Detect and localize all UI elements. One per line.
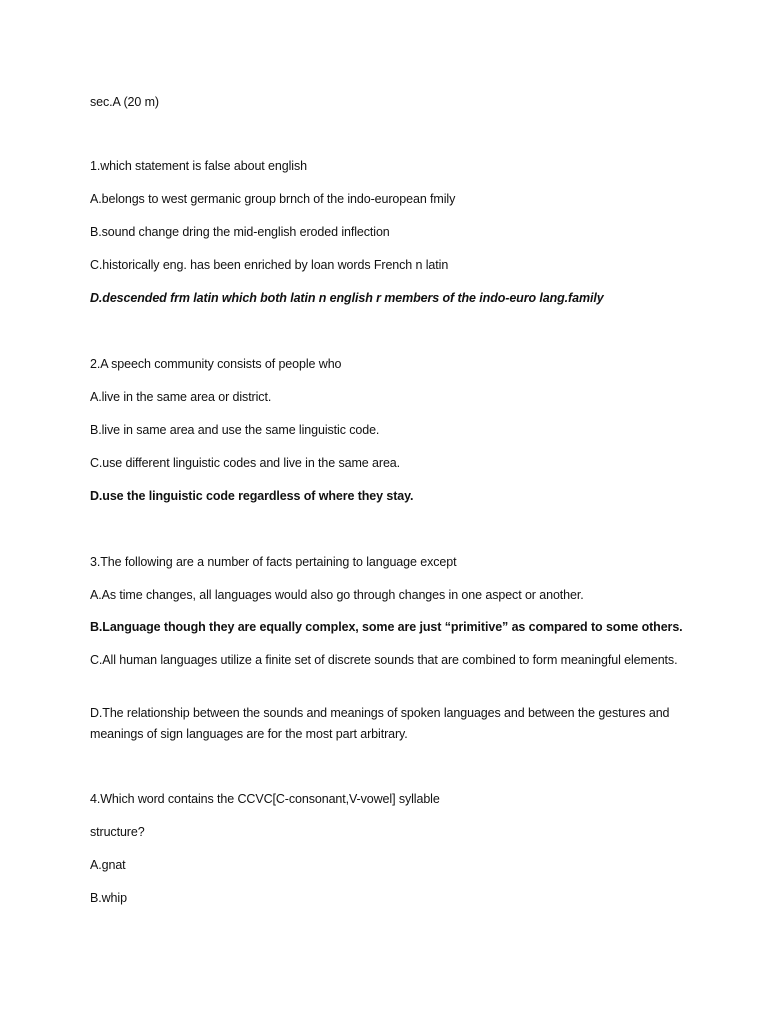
question-4-prompt-continued: structure? — [90, 825, 145, 839]
question-1-prompt: 1.which statement is false about english — [90, 159, 307, 173]
question-1-option-a: A.belongs to west germanic group brnch of the indo-european fmily — [90, 192, 456, 206]
question-4-prompt: 4.Which word contains the CCVC[C-consonant,V-vowel] syllable — [90, 792, 440, 806]
question-4-option-b: B.whip — [90, 891, 127, 905]
question-2-option-c: C.use different linguistic codes and live in the same area. — [90, 456, 401, 470]
question-1-option-b: B.sound change dring the mid-english eroded inflection — [90, 225, 390, 239]
question-3-option-a: A.As time changes, all languages would also go through changes in one aspect or another. — [90, 588, 584, 602]
question-4-option-a: A.gnat — [90, 858, 126, 872]
question-2-option-d-answer: D.use the linguistic code regardless of where they stay. — [90, 489, 414, 503]
question-3-option-b-answer: B.Language though they are equally complex, some are just “primitive” as compared to some others. — [90, 620, 683, 634]
question-1-option-d-answer: D.descended frm latin which both latin n english r members of the indo-euro lang.family — [90, 291, 604, 305]
question-3-option-c: C.All human languages utilize a finite set of discrete sounds that are combined to form meaningful elements. — [90, 653, 678, 667]
question-1-option-c: C.historically eng. has been enriched by loan words French n latin — [90, 258, 449, 272]
section-header: sec.A (20 m) — [90, 95, 159, 109]
question-2-option-b: B.live in same area and use the same linguistic code. — [90, 423, 380, 437]
question-2-prompt: 2.A speech community consists of people who — [90, 357, 342, 371]
question-3-option-d: D.The relationship between the sounds and meanings of spoken languages and between the gestures and meanings of sign languages are for the most part arbitrary. — [90, 706, 670, 741]
question-2-option-a: A.live in the same area or district. — [90, 390, 272, 404]
question-3-prompt: 3.The following are a number of facts pertaining to language except — [90, 555, 457, 569]
